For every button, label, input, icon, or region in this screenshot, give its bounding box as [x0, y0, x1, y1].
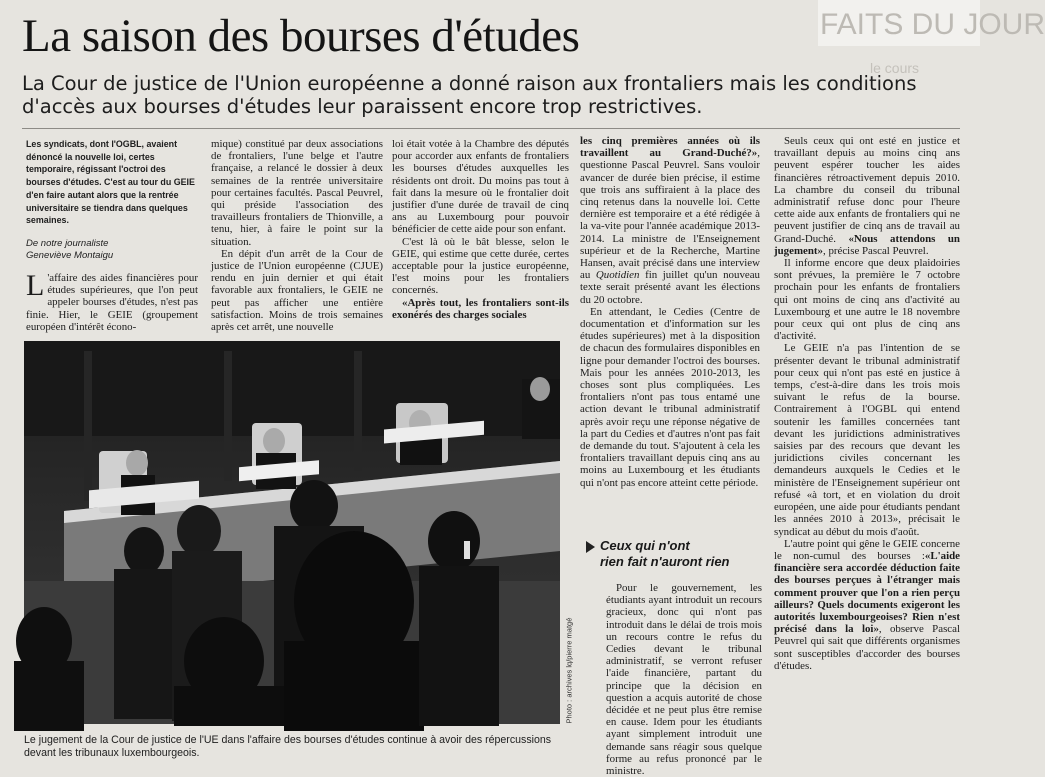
column-5-quote: «Nous attendons un jugement»	[774, 232, 960, 257]
column-4-quote: les cinq premières années où ils travaillent au Grand-Duché?»	[580, 135, 760, 160]
column-5-quote-2: «L'aide financière sera accordée déduction faite des bourses perçues à l'étranger mais comment prouver que l'on a rien perçu ailleurs? Quels documents exigeront les autorités luxembourgeoises? Rien n'est précisé dans la loi»	[774, 549, 960, 636]
column-5-paragraph-4	[774, 538, 960, 672]
byline-author: Geneviève Montaigu	[26, 250, 114, 261]
byline	[26, 238, 198, 262]
courtroom-photo	[24, 341, 560, 724]
column-4-text: , questionne Pascal Peuvrel. Sans vouloir avancer de durée bien précise, il estime que trois ans suffiraient à la place des cinq retenus dans la nouvelle loi. Cette dernière est temporaire et a été rédigée à la va-vite pour l'année académique 2013-2014. La ministre de l'Enseignement supérieur et de la Recherche, Martine Hansen, avait précisé dans une interview au	[580, 147, 760, 282]
column-5	[774, 135, 960, 672]
column-2-paragraph-2: En dépit d'un arrêt de la Cour de justice de l'Union européenne (CJUE) rendu en juin dernier et qui était favorable aux frontaliers, le GEIE ne peut pas afficher une entière satisfaction. Moins de trois semaines après cet arrêt, une nouvelle	[211, 247, 383, 334]
adjacent-masthead-text: FAITS DU JOUR	[820, 8, 1045, 41]
column-3-paragraph-1: loi était votée à la Chambre des députés pour accorder aux enfants de frontaliers les bourses d'études auxquelles les résidents ont droit. Du moins pas tout à fait dans la mesure où le frontalier doit justifier d'une durée de travail de cinq ans au Luxembourg pour pouvoir bénéficier de cette aide pour son enfant.	[392, 138, 569, 236]
column-5-text-2: L'autre point qui gêne le GEIE concerne le non-cumul des bourses :	[774, 537, 960, 562]
column-2-paragraph-1: mique) constitué par deux associations de frontaliers, l'une belge et l'autre française, a relancé le dossier à deux semaines de la rentrée universitaire pour certaines facultés. Pascal Peuvrel, qui préside l'association des travailleurs frontaliers de Thionville, a tenu, hier, à faire le point sur la situation.	[211, 138, 383, 248]
section-subtitle-line-2: rien fait n'auront rien	[600, 553, 730, 569]
column-4-lower	[606, 582, 762, 777]
column-4	[580, 135, 760, 489]
column-5-text: Seuls ceux qui ont esté en justice et travaillant depuis au moins cinq ans peuvent espérer toucher les aides financières rétroactivement depuis 2010. La chambre du conseil du tribunal administratif refuse donc pour l'heure cette aide aux enfants de frontaliers qui ne peuvent justifier de cinq ans de travail au Grand-Duché.	[774, 135, 960, 245]
header-divider	[22, 128, 960, 129]
column-3	[392, 138, 569, 321]
column-4-text-end: fin juillet qu'un nouveau texte serait présenté avant les élections du 20 octobre.	[580, 269, 760, 306]
subtitle-arrow-icon	[586, 541, 595, 553]
byline-role: De notre journaliste	[26, 238, 109, 249]
photo-credit	[560, 554, 572, 724]
article-subhead: La Cour de justice de l'Union européenne a donné raison aux frontaliers mais les conditions d'accès aux bourses d'études leur paraissent encore trop restrictives.	[22, 72, 917, 118]
column-3-paragraph-2: C'est là où le bât blesse, selon le GEIE, qui estime que cette durée, certes acceptable pour la justice européenne, l'est moins pour les frontaliers concernés.	[392, 235, 569, 297]
column-5-text-2-end: , observe Pascal Peuvrel qui sait que différents organismes sont susceptibles d'accorder des bourses d'études.	[774, 623, 961, 672]
photo-caption: Le jugement de la Cour de justice de l'UE dans l'affaire des bourses d'études continue à avoir des répercussions devant les tribunaux luxembourgeois.	[24, 734, 552, 759]
column-4-paragraph-3: Pour le gouvernement, les étudiants ayant introduit un recours gracieux, donc qui n'ont pas introduit dans le délai de trois mois un recours contre le refus du Cedies devant le tribunal administratif, se verront refuser l'aide financière, partant du principe que la décision en question a acquis autorité de chose décidée et ne peut plus être remise en cause. Idem pour les étudiants ayant simplement introduit une demande sans réagir sous quelque forme au refus prononcé par le ministre.	[606, 582, 762, 777]
column-5-paragraph-3: Le GEIE n'a pas l'intention de se présenter devant le tribunal administratif pour ceux qui n'ont pas esté en justice à temps, c'est-à-dire dans les trois mois suivant le refus de la bourse. Contrairement à l'OGBL qui entend soutenir les familles concernées tant devant les juridictions administratives saisies par des recours que devant les juridictions civiles concernant les demandeurs auxquels le Cedies et le ministère de l'Enseignement supérieur ont refusé «à tort, et en violation du droit européen, une aide pour étudiants pendant les années 2010 à 2013», précisait le syndicat au début du mois d'août.	[774, 342, 960, 538]
column-3-quote: «Après tout, les frontaliers sont-ils exonérés des charges sociales	[392, 296, 569, 321]
column-5-text-end: , précise Pascal Peuvrel.	[823, 244, 929, 257]
adjacent-page-masthead	[818, 0, 1045, 46]
column-5-paragraph-1	[774, 135, 960, 257]
column-4-paragraph-1	[580, 135, 760, 306]
photo-credit-text: Photo : archives lq/pierre matgé	[564, 617, 574, 724]
column-1	[26, 269, 198, 333]
drop-cap: L	[26, 269, 45, 302]
newspaper-name: Quotidien	[595, 269, 640, 282]
article-intro: Les syndicats, dont l'OGBL, avaient dénoncé la nouvelle loi, certes temporaire, régissant l'octroi des bourses d'études. C'est au tour du GEIE d'en faire autant alors que la rentrée universitaire se tiendra dans quelques semaines.	[26, 139, 195, 226]
column-5-paragraph-2: Il informe encore que deux plaidoiries sont prévues, la première le 7 octobre prochain pour les enfants de frontaliers qui ont moins de cinq ans d'activité au Luxembourg et une autre le 18 novembre pour ceux qui ont plus de cinq ans d'activité.	[774, 257, 960, 343]
column-4-paragraph-2: En attendant, le Cedies (Centre de documentation et d'information sur les études supérieures) met à la disposition de chacun des formulaires disponibles en ligne pour demander l'octroi des bourses. Mais pour les années 2010-2013, les choses sont plus compliquées. Les frontaliers n'ont pas tous entamé une action devant le tribunal administratif après avoir reçu une réponse négative de la part du Cedies et d'autres n'ont pas fait de demande du tout. S'ajoutent à cela les frontaliers travaillant depuis cinq ans au moins au Luxembourg et les étudiants qui n'ont pas encore atteint cette période.	[580, 305, 760, 489]
courtroom-photo-illustration	[24, 341, 560, 724]
column-2	[211, 138, 383, 333]
article-headline: La saison des bourses d'études	[22, 10, 580, 62]
adjacent-page-text: le cours	[870, 60, 920, 76]
column-1-text: 'affaire des aides financières pour études supérieures, que l'on peut appeler bourses d'études, n'est pas finie. Hier, le GEIE (groupement européen d'intérêt écono-	[26, 272, 198, 333]
section-subtitle-line-1: Ceux qui n'ont	[600, 538, 690, 553]
section-subtitle	[600, 538, 770, 569]
